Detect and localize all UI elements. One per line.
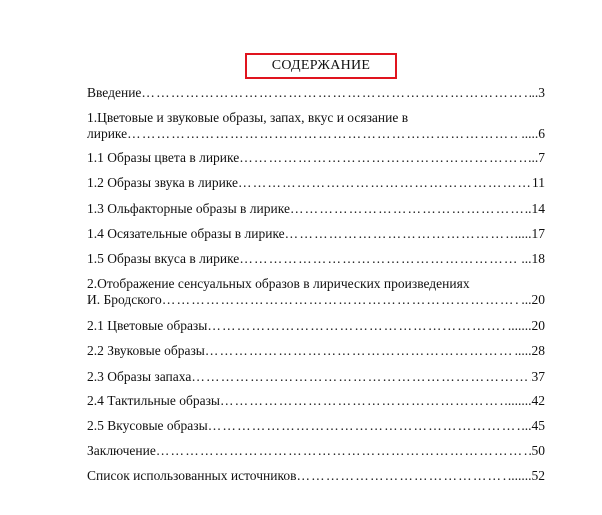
toc-entry[interactable] <box>87 201 545 217</box>
toc-entry-label: 1.5 Образы вкуса в лирике <box>87 251 240 266</box>
dot-leader <box>239 251 520 267</box>
toc-entry[interactable] <box>87 276 545 308</box>
toc-page-number: .....6 <box>521 126 545 141</box>
toc-page-number: .......42 <box>507 393 545 408</box>
toc-entry[interactable] <box>87 318 545 334</box>
toc-entry-label-line1: 1.Цветовые и звуковые образы, запах, вкус и осязание в <box>87 110 409 125</box>
toc-entry-label: лирике <box>87 126 128 141</box>
toc-entry[interactable] <box>87 110 545 142</box>
toc-entry[interactable] <box>87 443 545 459</box>
dot-leader <box>205 343 514 359</box>
toc-page-number: .....17 <box>514 226 545 241</box>
dot-leader <box>208 418 521 434</box>
toc-page-number: 50 <box>531 443 545 458</box>
dot-leader <box>220 393 507 409</box>
toc-entry[interactable] <box>87 369 545 385</box>
toc-entry-label: Заключение <box>87 443 156 458</box>
toc-entry-label: И. Бродского <box>87 292 162 307</box>
toc-page-number: .....28 <box>514 343 545 358</box>
toc-entry-label: 2.5 Вкусовые образы <box>87 418 208 433</box>
dot-leader <box>238 175 531 191</box>
toc-page-number: ...20 <box>521 292 545 307</box>
dot-leader <box>141 85 530 101</box>
toc-entry[interactable] <box>87 393 545 409</box>
dot-leader <box>127 126 520 142</box>
dot-leader <box>239 150 527 166</box>
toc-entry-label: 1.4 Осязательные образы в лирике <box>87 226 285 241</box>
toc-entry-label: 2.3 Образы запаха <box>87 369 192 384</box>
toc-entry-label: Список использованных источников <box>87 468 297 483</box>
toc-entry[interactable] <box>87 343 545 359</box>
dot-leader <box>296 468 506 484</box>
toc-entry[interactable] <box>87 251 545 267</box>
dot-leader <box>290 201 524 217</box>
toc-page-number: ...7 <box>528 150 545 165</box>
toc-entry-label: 1.1 Образы цвета в лирике <box>87 150 240 165</box>
toc-page-number: ..14 <box>524 201 545 216</box>
toc-entry-label: 1.3 Ольфакторные образы в лирике <box>87 201 290 216</box>
dot-leader <box>162 292 521 308</box>
toc-entry-label-line1: 2.Отображение сенсуальных образов в лирических произведениях <box>87 276 470 291</box>
toc-entry[interactable] <box>87 468 545 484</box>
toc-page-number: ..3 <box>531 85 545 100</box>
toc-page-number: 37 <box>531 369 545 384</box>
toc-entry[interactable] <box>87 175 545 191</box>
toc-title: СОДЕРЖАНИЕ <box>245 53 397 79</box>
toc-entry-label: 2.2 Звуковые образы <box>87 343 205 358</box>
toc-entry[interactable] <box>87 150 545 166</box>
toc-entry[interactable] <box>87 226 545 242</box>
toc-entry-label: Введение <box>87 85 142 100</box>
toc-page-number: ...18 <box>521 251 545 266</box>
dot-leader <box>191 369 530 385</box>
toc-entry[interactable] <box>87 418 545 434</box>
dot-leader <box>156 443 531 459</box>
dot-leader <box>285 226 514 242</box>
toc-page-number: .......52 <box>507 468 545 483</box>
toc-entry-label: 2.1 Цветовые образы <box>87 318 208 333</box>
toc-page-number: 11 <box>532 175 545 190</box>
dot-leader <box>207 318 507 334</box>
toc-page-number: .......20 <box>507 318 545 333</box>
toc-page-number: ...45 <box>521 418 545 433</box>
toc-entry[interactable] <box>87 85 545 101</box>
toc-entry-label: 2.4 Тактильные образы <box>87 393 220 408</box>
toc-entry-label: 1.2 Образы звука в лирике <box>87 175 239 190</box>
